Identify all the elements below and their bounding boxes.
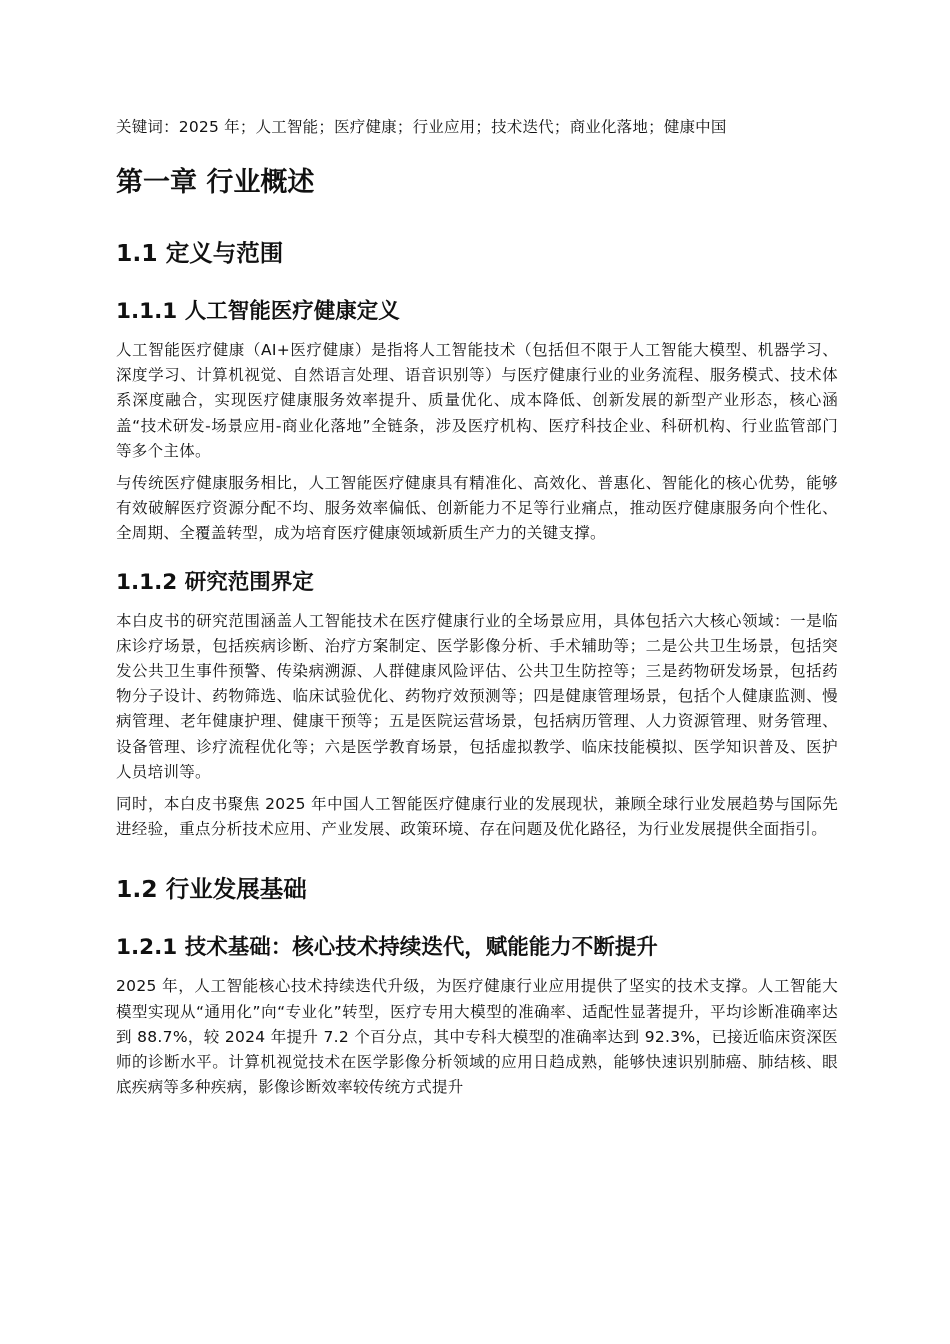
subsection-1-1-2-title: 1.1.2 研究范围界定 bbox=[116, 569, 314, 595]
section-1-2-title: 1.2 行业发展基础 bbox=[116, 875, 307, 904]
chapter-title: 第一章 行业概述 bbox=[116, 167, 315, 198]
paragraph: 本白皮书的研究范围涵盖人工智能技术在医疗健康行业的全场景应用，具体包括六大核心领域：一是临床诊疗场景，包括疾病诊断、治疗方案制定、医学影像分析、手术辅助等；二是公共卫生场景，包括突发公共卫生事件预警、传染病溯源、人群健康风险评估、公共卫生防控等；三是药物研发场景，包括药物分子设计、药物筛选、临床试验优化、药物疗效预测等；四是健康管理场景，包括个人健康监测、慢病管理、老年健康护理、健康干预等；五是医院运营场景，包括病历管理、人力资源管理、财务管理、设备管理、诊疗流程优化等；六是医学教育场景，包括虚拟教学、临床技能模拟、医学知识普及、医护人员培训等。 bbox=[116, 611, 838, 781]
subsection-1-1-1-title: 1.1.1 人工智能医疗健康定义 bbox=[116, 299, 400, 324]
paragraph: 同时，本白皮书聚焦 2025 年中国人工智能医疗健康行业的发展现状，兼顾全球行业发展趋势与国际先进经验，重点分析技术应用、产业发展、政策环境、存在问题及优化路径，为行业发展提供全面指引。 bbox=[116, 795, 838, 839]
keywords-line: 关键词：2025 年；人工智能；医疗健康；行业应用；技术迭代；商业化落地；健康中国 bbox=[116, 118, 727, 136]
paragraph: 与传统医疗健康服务相比，人工智能医疗健康具有精准化、高效化、普惠化、智能化的核心优势，能够有效破解医疗资源分配不均、服务效率偏低、创新能力不足等行业痛点，推动医疗健康服务向个性化、全周期、全覆盖转型，成为培育医疗健康领域新质生产力的关键支撑。 bbox=[116, 474, 838, 543]
paragraph: 2025 年，人工智能核心技术持续迭代升级，为医疗健康行业应用提供了坚实的技术支撑。人工智能大模型实现从“通用化”向“专业化”转型，医疗专用大模型的准确率、适配性显著提升，平均诊断准确率达到 88.7%，较 2024 年提升 7.2 个百分点，其中专科大模型的准确率达到 92.3%，已接近临床资深医师的诊断水平。计算机视觉技术在医学影像分析领域的应用日趋成熟，能够快速识别肺癌、肺结核、眼底疾病等多种疾病，影像诊断效率较传统方式提升 bbox=[116, 977, 838, 1097]
section-1-1-title: 1.1 定义与范围 bbox=[116, 239, 284, 267]
paragraph: 人工智能医疗健康（AI+医疗健康）是指将人工智能技术（包括但不限于人工智能大模型、机器学习、深度学习、计算机视觉、自然语言处理、语音识别等）与医疗健康行业的业务流程、服务模式、技术体系深度融合，实现医疗健康服务效率提升、质量优化、成本降低、创新发展的新型产业形态，核心涵盖“技术研发-场景应用-商业化落地”全链条，涉及医疗机构、医疗科技企业、科研机构、行业监管部门等多个主体。 bbox=[116, 341, 838, 460]
document-page bbox=[116, 114, 838, 1107]
subsection-1-2-1-title: 1.2.1 技术基础：核心技术持续迭代，赋能能力不断提升 bbox=[116, 935, 658, 961]
